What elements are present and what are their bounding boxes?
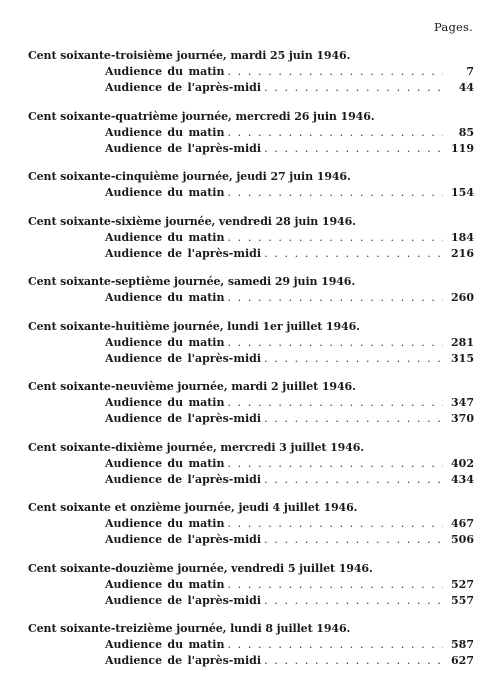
toc-entries — [28, 48, 474, 682]
session-label: Audience du matin — [105, 125, 225, 139]
session-row — [28, 351, 474, 367]
pages-column-header: Pages. — [433, 20, 473, 34]
toc-entry — [28, 48, 474, 96]
session-row — [28, 577, 474, 593]
session-label: Audience de l'après-midi — [105, 533, 262, 546]
session-row — [28, 141, 474, 157]
page-number: 119 — [451, 141, 474, 155]
page-number: 7 — [466, 65, 474, 78]
session-label: Audience de l'après-midi — [105, 654, 262, 667]
session-label: Audience du matin — [105, 517, 225, 530]
toc-entry — [28, 169, 474, 201]
dot-leader — [264, 532, 443, 548]
session-label: Audience du matin — [105, 396, 225, 409]
dot-leader — [227, 185, 443, 201]
session-row — [28, 411, 474, 427]
session-label: Audience de l'après-midi — [105, 593, 262, 607]
page-number: 315 — [451, 351, 474, 365]
session-row — [28, 246, 474, 262]
dot-leader — [264, 411, 443, 427]
toc-entry — [28, 274, 474, 306]
page-number: 557 — [451, 593, 474, 607]
dot-leader — [227, 637, 443, 653]
session-label: Audience de l'après-midi — [105, 412, 262, 425]
session-row — [28, 290, 474, 306]
session-label: Audience de l'après-midi — [105, 141, 262, 155]
session-row — [28, 456, 474, 472]
dot-leader — [227, 64, 443, 80]
entry-title: Cent soixante-sixième journée, vendredi 28 juin 1946. — [28, 214, 356, 228]
dot-leader — [264, 80, 443, 96]
dot-leader — [264, 246, 443, 262]
dot-leader — [264, 593, 443, 609]
page-number: 85 — [458, 125, 474, 139]
dot-leader — [227, 335, 443, 351]
page-number: 467 — [451, 517, 474, 530]
dot-leader — [227, 395, 443, 411]
entry-title: Cent soixante-septième journée, samedi 29 juin 1946. — [28, 275, 356, 288]
session-label: Audience de l'après-midi — [105, 351, 262, 365]
dot-leader — [264, 653, 443, 669]
session-row — [28, 230, 474, 246]
session-row — [28, 516, 474, 532]
session-row — [28, 532, 474, 548]
session-label: Audience du matin — [105, 456, 225, 470]
entry-title: Cent soixante et onzième journée, jeudi 4 juillet 1946. — [28, 501, 358, 514]
session-label: Audience de l'après-midi — [105, 472, 262, 486]
entry-title: Cent soixante-douzième journée, vendredi 5 juillet 1946. — [28, 561, 373, 575]
page-number: 216 — [451, 246, 474, 260]
entry-title: Cent soixante-neuvième journée, mardi 2 juillet 1946. — [28, 380, 356, 393]
toc-entry — [28, 109, 474, 157]
page-number: 627 — [451, 654, 474, 667]
session-row — [28, 472, 474, 488]
dot-leader — [227, 456, 443, 472]
session-label: Audience du matin — [105, 577, 225, 591]
page-number: 506 — [451, 533, 474, 546]
session-row — [28, 185, 474, 201]
toc-entry — [28, 621, 474, 669]
page-number: 434 — [451, 472, 474, 486]
entry-title: Cent soixante-cinquième journée, jeudi 27 juin 1946. — [28, 170, 351, 183]
dot-leader — [264, 472, 443, 488]
entry-title: Cent soixante-dixième journée, mercredi 3 juillet 1946. — [28, 440, 365, 454]
session-row — [28, 64, 474, 80]
dot-leader — [227, 577, 443, 593]
dot-leader — [264, 141, 443, 157]
session-row — [28, 637, 474, 653]
session-label: Audience du matin — [105, 291, 225, 304]
dot-leader — [227, 230, 443, 246]
entry-title: Cent soixante-huitième journée, lundi 1er juillet 1946. — [28, 319, 360, 333]
dot-leader — [227, 125, 443, 141]
session-label: Audience de l'après-midi — [105, 81, 262, 94]
toc-entry — [28, 440, 474, 488]
dot-leader — [227, 290, 443, 306]
page-number: 184 — [451, 230, 474, 244]
toc-entry — [28, 319, 474, 367]
toc-entry — [28, 214, 474, 262]
page-number: 154 — [451, 186, 474, 199]
session-label: Audience du matin — [105, 230, 225, 244]
entry-title: Cent soixante-quatrième journée, mercredi 26 juin 1946. — [28, 109, 375, 123]
entry-title: Cent soixante-treizième journée, lundi 8 juillet 1946. — [28, 622, 351, 635]
session-row — [28, 593, 474, 609]
session-label: Audience du matin — [105, 65, 225, 78]
toc-entry — [28, 500, 474, 548]
page-number: 527 — [451, 577, 474, 591]
toc-entry — [28, 379, 474, 427]
page-number: 347 — [451, 396, 474, 409]
toc-entry — [28, 561, 474, 609]
dot-leader — [264, 351, 443, 367]
entry-title: Cent soixante-troisième journée, mardi 25 juin 1946. — [28, 49, 351, 62]
page-number: 402 — [451, 456, 474, 470]
dot-leader — [227, 516, 443, 532]
session-label: Audience du matin — [105, 186, 225, 199]
session-row — [28, 653, 474, 669]
session-row — [28, 80, 474, 96]
page-number: 370 — [451, 412, 474, 425]
page-number: 587 — [451, 638, 474, 651]
session-row — [28, 125, 474, 141]
session-label: Audience du matin — [105, 335, 225, 349]
page-number: 260 — [451, 291, 474, 304]
session-row — [28, 395, 474, 411]
session-label: Audience de l'après-midi — [105, 246, 262, 260]
page-number: 44 — [458, 81, 474, 94]
session-label: Audience du matin — [105, 638, 225, 651]
page-number: 281 — [451, 335, 474, 349]
session-row — [28, 335, 474, 351]
